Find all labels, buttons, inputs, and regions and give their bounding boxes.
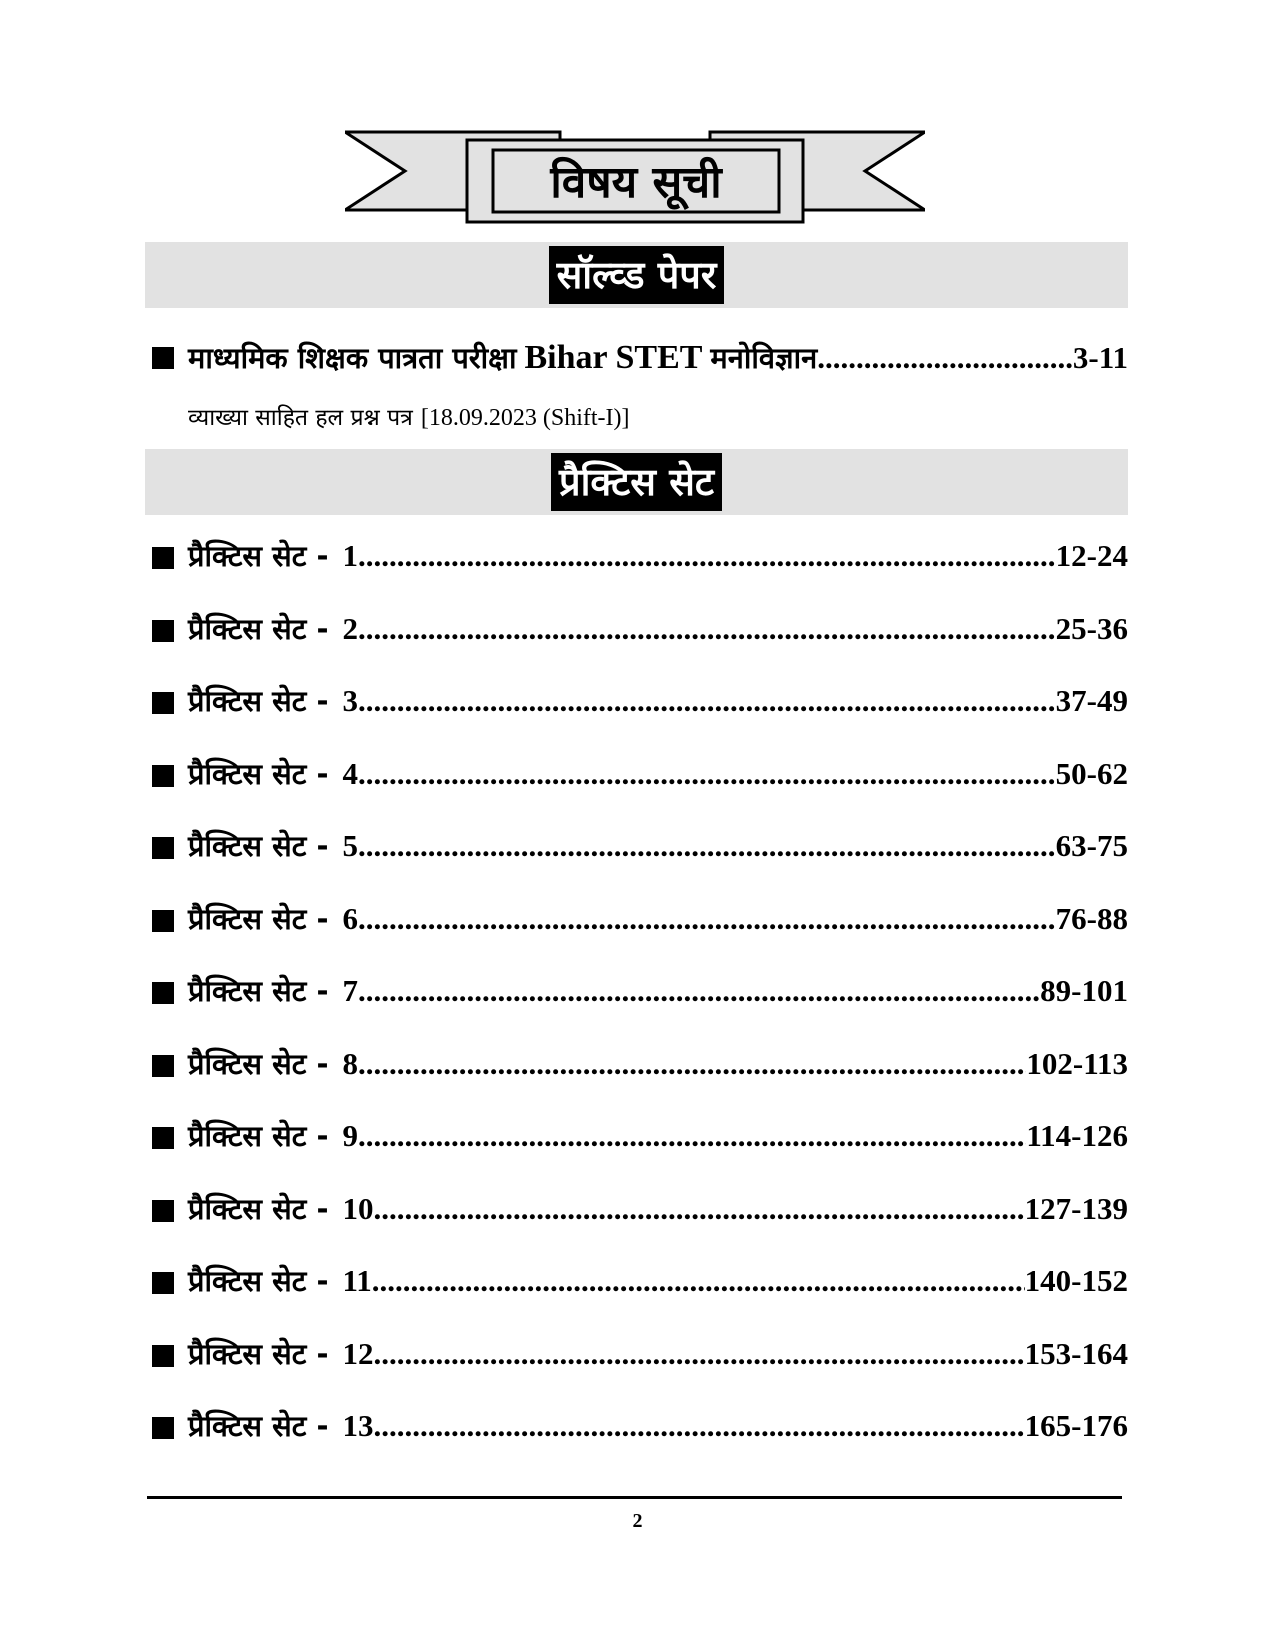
toc-row-label: प्रैक्टिस सेट - — [188, 901, 329, 936]
dot-leader — [358, 1118, 1026, 1154]
toc-row-pages: 37-49 — [1055, 683, 1128, 718]
square-bullet-icon — [152, 347, 174, 369]
toc-row-pages: 165-176 — [1024, 1408, 1128, 1443]
toc-row-label: प्रैक्टिस सेट - — [188, 1119, 329, 1153]
practice-set-heading: प्रैक्टिस सेट — [551, 453, 722, 511]
toc-row-pages: 153-164 — [1024, 1335, 1128, 1371]
dot-leader — [358, 538, 1056, 574]
toc-row[interactable] — [152, 609, 1128, 653]
square-bullet-icon — [152, 1417, 174, 1439]
dot-leader — [358, 1046, 1026, 1082]
entry-english-text: Bihar STET — [524, 339, 703, 376]
square-bullet-icon — [152, 982, 174, 1004]
dot-leader — [358, 683, 1056, 719]
dot-leader — [358, 828, 1056, 864]
toc-row[interactable] — [152, 754, 1128, 798]
toc-row-label: प्रैक्टिस सेट - — [188, 1046, 329, 1081]
toc-row-label: प्रैक्टिस सेट - — [188, 1191, 329, 1226]
toc-row-pages: 50-62 — [1055, 755, 1128, 791]
toc-row-number: 9 — [342, 1118, 358, 1153]
toc-row-number: 13 — [342, 1408, 374, 1443]
dot-leader — [374, 1336, 1025, 1372]
toc-row[interactable] — [152, 1044, 1128, 1088]
subtitle-hindi: व्याख्या साहित हल प्रश्न पत्र — [188, 405, 413, 431]
toc-row-label: प्रैक्टिस सेट - — [188, 756, 329, 791]
toc-row-pages: 25-36 — [1055, 610, 1128, 646]
toc-row-pages: 114-126 — [1026, 1118, 1128, 1153]
toc-row[interactable] — [152, 1261, 1128, 1305]
toc-row-number: 12 — [342, 1335, 374, 1371]
toc-row[interactable] — [152, 1406, 1128, 1450]
square-bullet-icon — [152, 1345, 174, 1367]
toc-row[interactable] — [152, 971, 1128, 1015]
square-bullet-icon — [152, 1272, 174, 1294]
solved-paper-band — [145, 242, 1128, 308]
toc-row[interactable] — [152, 1189, 1128, 1233]
toc-row-label: प्रैक्टिस सेट - — [188, 1264, 329, 1298]
toc-row-number: 8 — [342, 1045, 358, 1081]
toc-row-pages: 12-24 — [1055, 538, 1128, 573]
toc-row-number: 7 — [342, 973, 358, 1008]
practice-set-band — [145, 449, 1128, 515]
square-bullet-icon — [152, 837, 174, 859]
toc-row-label: प्रैक्टिस सेट - — [188, 684, 329, 718]
square-bullet-icon — [152, 620, 174, 642]
toc-row[interactable] — [152, 826, 1128, 870]
toc-row[interactable] — [152, 681, 1128, 725]
entry-pages: 3-11 — [1072, 340, 1128, 375]
toc-row-label: प्रैक्टिस सेट - — [188, 1336, 329, 1371]
toc-row-pages: 127-139 — [1024, 1190, 1128, 1226]
square-bullet-icon — [152, 547, 174, 569]
square-bullet-icon — [152, 1055, 174, 1077]
page-number: 2 — [632, 1510, 643, 1532]
footer-divider — [147, 1496, 1122, 1499]
toc-row-pages: 89-101 — [1040, 973, 1128, 1008]
toc-row-pages: 63-75 — [1055, 828, 1128, 863]
dot-leader — [358, 611, 1056, 647]
subtitle-date: [18.09.2023 (Shift-I)] — [420, 405, 630, 431]
toc-row-label: प्रैक्टिस सेट - — [188, 829, 329, 863]
toc-row-number: 2 — [342, 610, 358, 646]
toc-row-pages: 76-88 — [1055, 900, 1128, 936]
solved-paper-subtitle — [188, 400, 630, 432]
square-bullet-icon — [152, 692, 174, 714]
title-banner — [345, 130, 925, 230]
toc-row-number: 11 — [342, 1263, 372, 1298]
toc-row-pages: 102-113 — [1026, 1045, 1128, 1081]
dot-leader — [817, 340, 1073, 376]
dot-leader — [358, 901, 1056, 937]
dot-leader — [372, 1263, 1025, 1299]
toc-row-label: प्रैक्टिस सेट - — [188, 974, 329, 1008]
toc-row-label: प्रैक्टिस सेट - — [188, 611, 329, 646]
toc-row-number: 5 — [342, 828, 358, 863]
toc-row[interactable] — [152, 899, 1128, 943]
page-title: विषय सूची — [550, 157, 722, 208]
toc-row-label: प्रैक्टिस सेट - — [188, 539, 329, 573]
solved-paper-entry[interactable] — [152, 338, 1128, 377]
dot-leader — [374, 1191, 1025, 1227]
toc-row[interactable] — [152, 1116, 1128, 1160]
solved-paper-heading: सॉल्व्ड पेपर — [549, 246, 725, 304]
toc-row-number: 10 — [342, 1190, 374, 1226]
toc-row-number: 6 — [342, 900, 358, 936]
dot-leader — [374, 1408, 1025, 1444]
square-bullet-icon — [152, 1127, 174, 1149]
dot-leader — [358, 973, 1040, 1009]
toc-row[interactable] — [152, 536, 1128, 580]
square-bullet-icon — [152, 765, 174, 787]
toc-row-number: 4 — [342, 755, 358, 791]
toc-row-pages: 140-152 — [1024, 1263, 1128, 1298]
square-bullet-icon — [152, 1200, 174, 1222]
entry-subject: मनोविज्ञान — [710, 341, 818, 375]
toc-row[interactable] — [152, 1334, 1128, 1378]
toc-row-label: प्रैक्टिस सेट - — [188, 1409, 329, 1443]
toc-row-number: 1 — [342, 538, 358, 573]
square-bullet-icon — [152, 910, 174, 932]
toc-row-number: 3 — [342, 683, 358, 718]
dot-leader — [358, 756, 1056, 792]
entry-hindi-text: माध्यमिक शिक्षक पात्रता परीक्षा — [188, 341, 517, 375]
